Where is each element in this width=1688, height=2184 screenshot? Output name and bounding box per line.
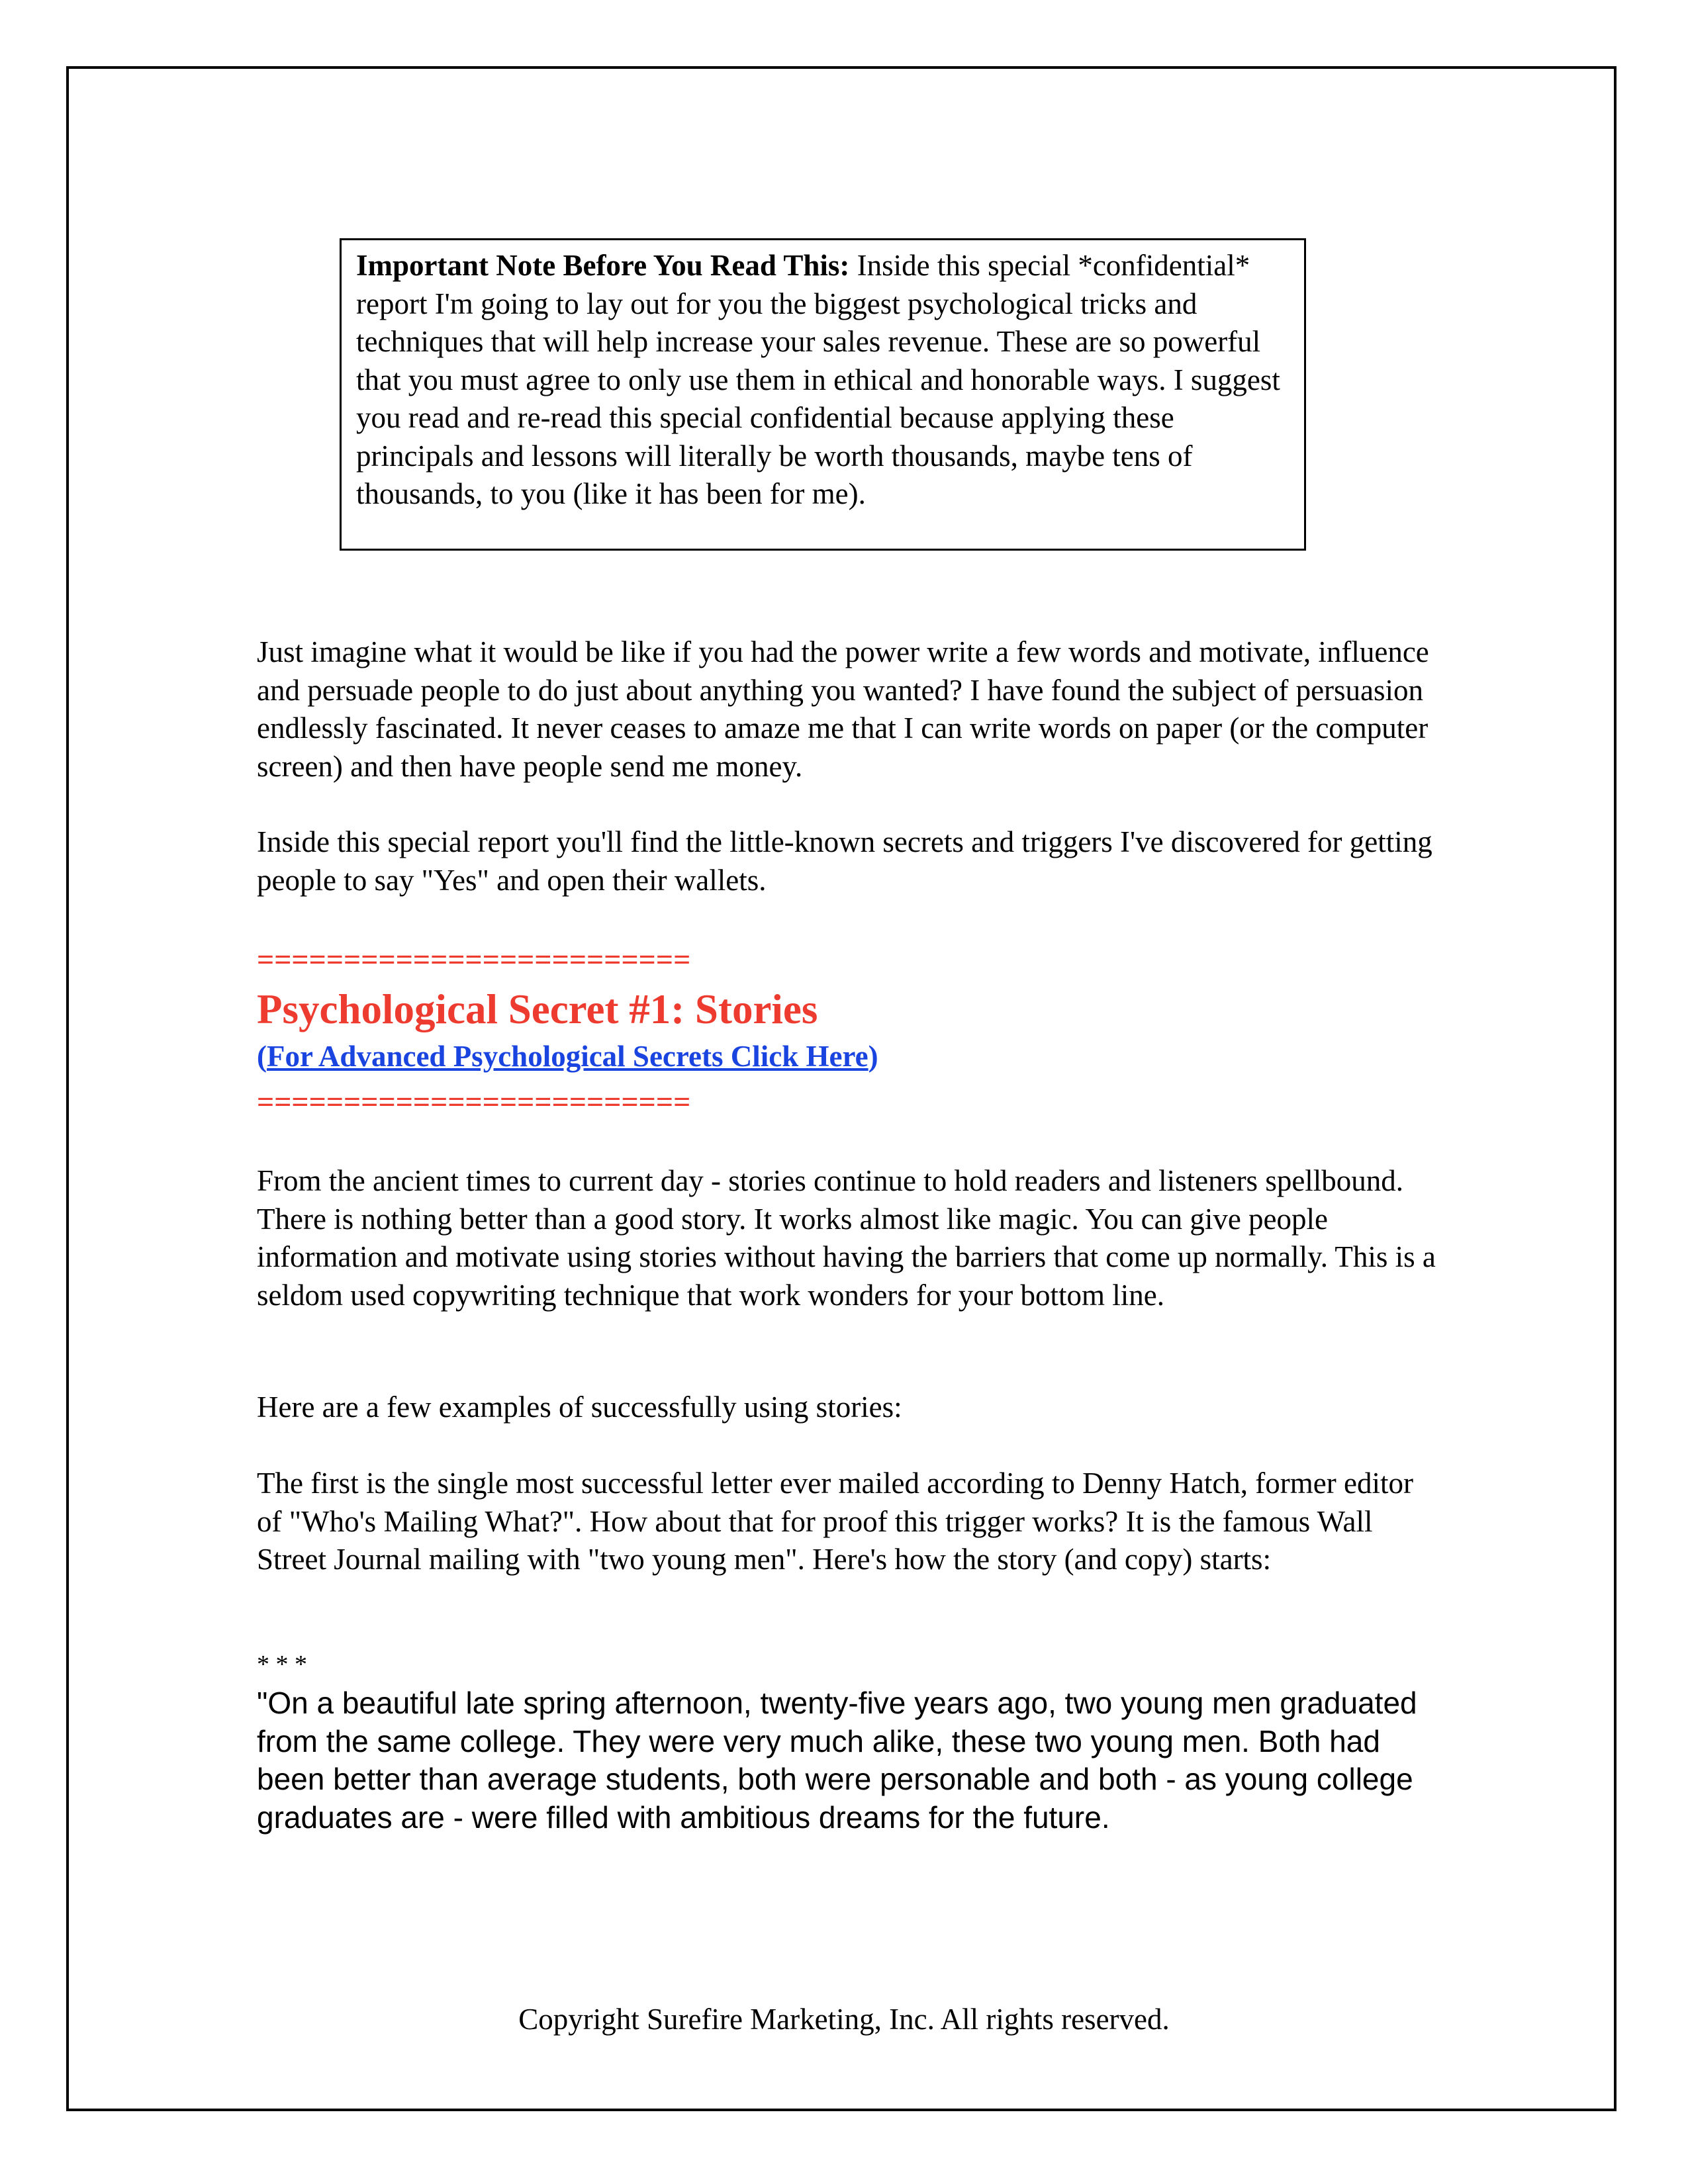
- divider-top: =========================: [257, 942, 691, 976]
- story-quote: "On a beautiful late spring afternoon, twenty-five years ago, two young men graduated from the same college. They were very much alike, these two young men. Both had been better than average students, both were personable and both - as young college graduates are - were filled with ambitious dreams for the future.: [257, 1686, 1417, 1835]
- copyright-footer: Copyright Surefire Marketing, Inc. All rights reserved.: [518, 2003, 1170, 2036]
- advanced-secrets-link[interactable]: For Advanced Psychological Secrets Click Here: [267, 1040, 868, 1073]
- intro-paragraph-1: Just imagine what it would be like if you had the power write a few words and motivate, influence and persuade people to do just about anything you wanted? I have found the subject of persuasion endlessly fascinated. It never ceases to amaze me that I can write words on paper (or the computer screen) and then have people send me money.: [257, 635, 1429, 783]
- section-heading: Psychological Secret #1: Stories: [257, 986, 818, 1032]
- note-label: Important Note Before You Read This:: [356, 249, 850, 282]
- link-open-paren: (: [257, 1040, 267, 1073]
- body-paragraph-1: From the ancient times to current day - stories continue to hold readers and listeners spellbound. There is nothing better than a good story. It works almost like magic. You can give people information and motivate using stories without having the barriers that come up normally. This is a seldom used copywriting technique that work wonders for your bottom line.: [257, 1164, 1436, 1312]
- note-text: Inside this special *confidential* report I'm going to lay out for you the biggest psychological tricks and techniques that will help increase your sales revenue. These are so powerful that you must agree to only use them in ethical and honorable ways. I suggest you read and re-read this special confidential because applying these principals and lessons will literally be worth thousands, maybe tens of thousands, to you (like it has been for me).: [356, 249, 1280, 510]
- body-paragraph-2: Here are a few examples of successfully using stories:: [257, 1390, 902, 1424]
- advanced-secrets-link-line: [257, 1038, 878, 1075]
- important-note-box: [340, 238, 1306, 551]
- section-break-stars: * * *: [257, 1651, 307, 1678]
- divider-bottom: =========================: [257, 1085, 691, 1118]
- intro-paragraph-2: Inside this special report you'll find the little-known secrets and triggers I've discovered for getting people to say "Yes" and open their wallets.: [257, 825, 1432, 897]
- link-close-paren: ): [868, 1040, 878, 1073]
- body-paragraph-3: The first is the single most successful letter ever mailed according to Denny Hatch, former editor of "Who's Mailing What?". How about that for proof this trigger works? It is the famous Wall Street Journal mailing with "two young men". Here's how the story (and copy) starts:: [257, 1467, 1413, 1576]
